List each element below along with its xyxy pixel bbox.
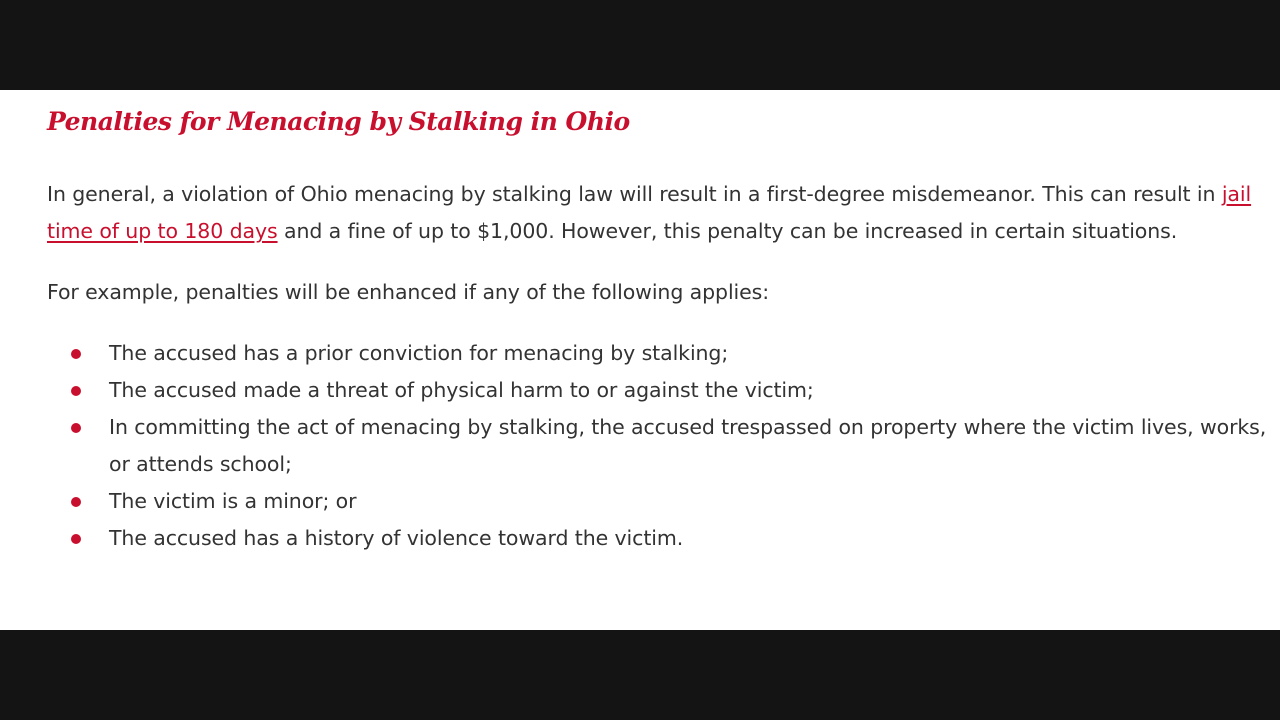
jail-time-link[interactable]: jail time of up to 180 days bbox=[47, 182, 1252, 243]
section-heading: Penalties for Menacing by Stalking in Ohio bbox=[47, 107, 630, 136]
list-item-text: The accused made a threat of physical harm to or against the victim; bbox=[109, 378, 814, 402]
paragraph-enhanced: For example, penalties will be enhanced if any of the following applies: bbox=[47, 280, 770, 304]
article-content bbox=[47, 104, 1277, 581]
bullet-dot-icon bbox=[71, 423, 81, 433]
bullet-dot-icon bbox=[71, 497, 81, 507]
paragraph-text-before-link: In general, a violation of Ohio menacing by stalking law will result in a first-degree misdemeanor. This can result in bbox=[47, 182, 1222, 206]
paragraph-text-after-link: and a fine of up to $1,000. However, this penalty can be increased in certain situations. bbox=[277, 219, 1178, 243]
bullet-dot-icon bbox=[71, 534, 81, 544]
list-item-text: The accused has a prior conviction for menacing by stalking; bbox=[109, 341, 729, 365]
list-item bbox=[47, 372, 1277, 409]
list-item-text: The accused has a history of violence toward the victim. bbox=[109, 526, 684, 550]
paragraph-penalties bbox=[47, 176, 1277, 250]
list-item bbox=[47, 409, 1277, 483]
list-item-text: The victim is a minor; or bbox=[109, 489, 357, 513]
article-viewport bbox=[0, 90, 1280, 630]
list-item-text: In committing the act of menacing by stalking, the accused trespassed on property where the victim lives, works, or attends school; bbox=[109, 415, 1267, 476]
list-item bbox=[47, 335, 1277, 372]
letterbox-top bbox=[0, 0, 1280, 90]
list-item bbox=[47, 520, 1277, 557]
bullet-dot-icon bbox=[71, 349, 81, 359]
bullet-dot-icon bbox=[71, 386, 81, 396]
list-item bbox=[47, 483, 1277, 520]
enhancement-list bbox=[47, 335, 1277, 557]
letterbox-bottom bbox=[0, 630, 1280, 720]
